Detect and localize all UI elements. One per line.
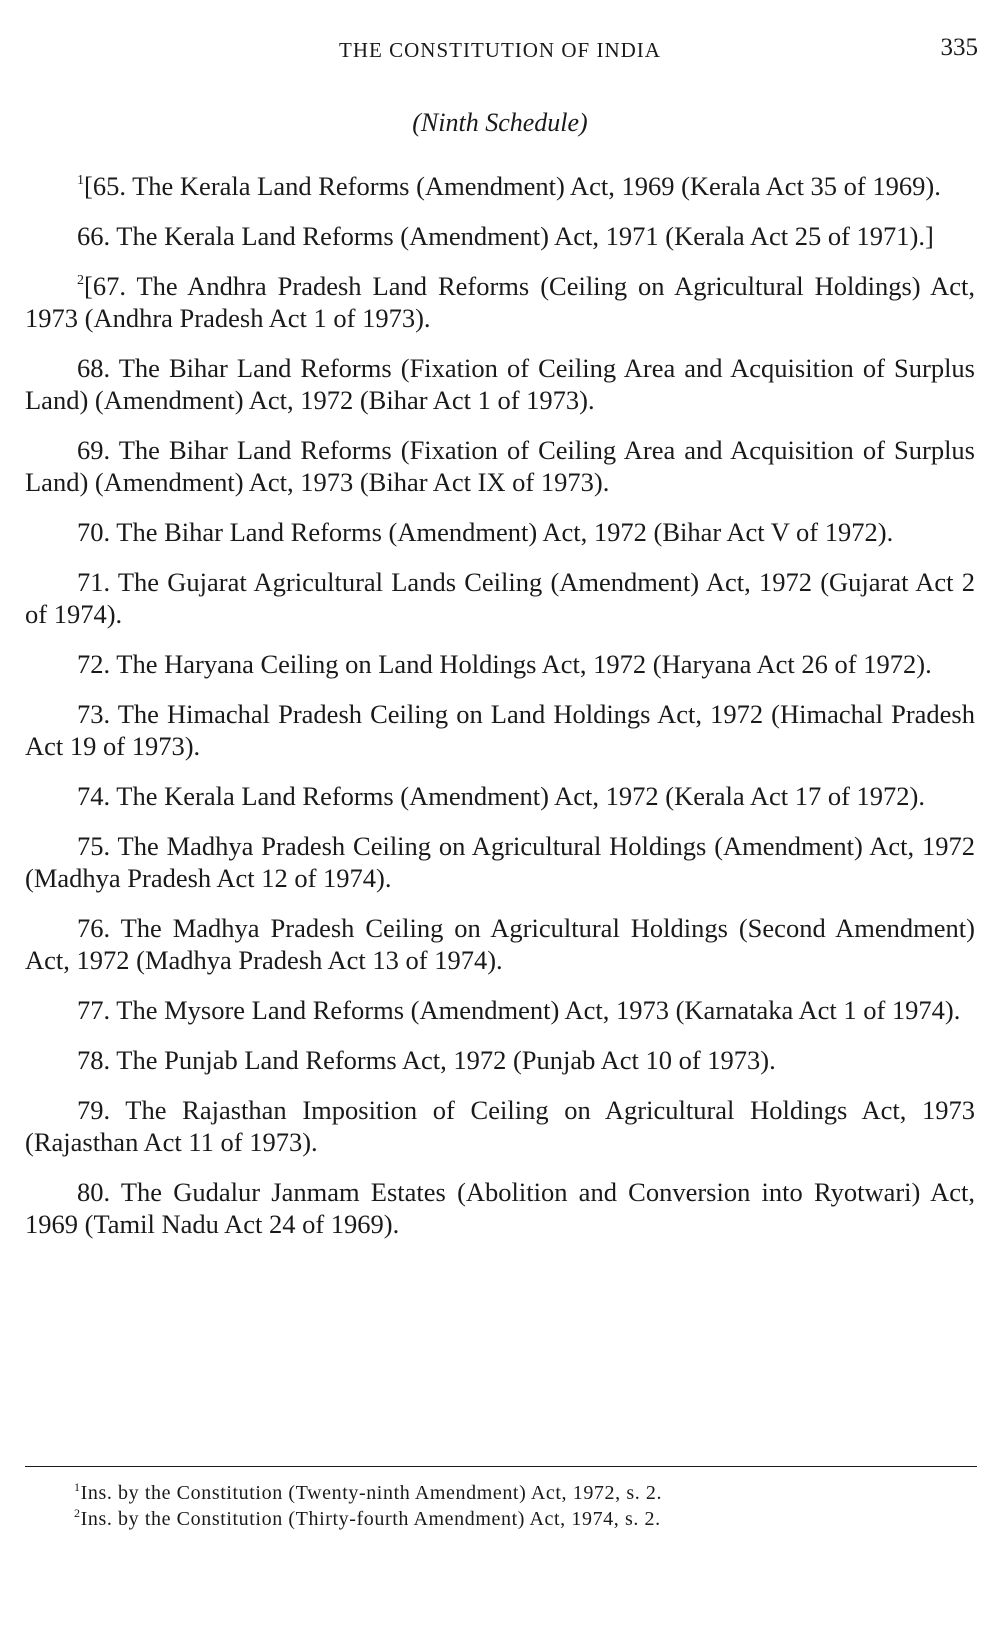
entry-text: 75. The Madhya Pradesh Ceiling on Agricultural Holdings (Amendment) Act, 1972 (Madhya Pradesh Act 12 of 1974). xyxy=(25,831,975,893)
schedule-entry xyxy=(25,352,975,416)
schedule-entry xyxy=(25,912,975,976)
schedule-entries xyxy=(25,170,975,1258)
running-header xyxy=(0,34,1000,68)
footnotes xyxy=(74,1480,954,1532)
entry-text: [65. The Kerala Land Reforms (Amendment) Act, 1969 (Kerala Act 35 of 1969). xyxy=(84,171,941,201)
entry-text: 69. The Bihar Land Reforms (Fixation of Ceiling Area and Acquisition of Surplus Land) (Amendment) Act, 1973 (Bihar Act IX of 1973). xyxy=(25,435,975,497)
footnote-marker: 2 xyxy=(77,273,84,288)
entry-text: 80. The Gudalur Janmam Estates (Abolition and Conversion into Ryotwari) Act, 1969 (Tamil Nadu Act 24 of 1969). xyxy=(25,1177,975,1239)
footnote-text: Ins. by the Constitution (Thirty-fourth Amendment) Act, 1974, s. 2. xyxy=(80,1508,661,1530)
schedule-entry xyxy=(25,698,975,762)
entry-text: 79. The Rajasthan Imposition of Ceiling on Agricultural Holdings Act, 1973 (Rajasthan Act 11 of 1973). xyxy=(25,1095,975,1157)
footnote-divider xyxy=(25,1466,977,1467)
schedule-entry xyxy=(25,516,975,548)
page-number: 335 xyxy=(940,34,978,61)
footnote-number: 1 xyxy=(74,1480,81,1494)
footnote-number: 2 xyxy=(74,1506,81,1520)
footnote xyxy=(74,1480,954,1506)
entry-text: 78. The Punjab Land Reforms Act, 1972 (Punjab Act 10 of 1973). xyxy=(77,1045,776,1075)
footnote-marker: 1 xyxy=(77,173,84,188)
entry-text: 72. The Haryana Ceiling on Land Holdings Act, 1972 (Haryana Act 26 of 1972). xyxy=(77,649,932,679)
schedule-entry xyxy=(25,994,975,1026)
schedule-entry xyxy=(25,1044,975,1076)
schedule-entry xyxy=(25,270,975,334)
entry-text: [67. The Andhra Pradesh Land Reforms (Ceiling on Agricultural Holdings) Act, 1973 (Andhra Pradesh Act 1 of 1973). xyxy=(25,271,975,333)
schedule-entry xyxy=(25,830,975,894)
footnote xyxy=(74,1506,954,1532)
schedule-entry xyxy=(25,220,975,252)
footnote-text: Ins. by the Constitution (Twenty-ninth Amendment) Act, 1972, s. 2. xyxy=(80,1482,663,1504)
entry-text: 73. The Himachal Pradesh Ceiling on Land Holdings Act, 1972 (Himachal Pradesh Act 19 of 1973). xyxy=(25,699,975,761)
entry-text: 76. The Madhya Pradesh Ceiling on Agricultural Holdings (Second Amendment) Act, 1972 (Madhya Pradesh Act 13 of 1974). xyxy=(25,913,975,975)
schedule-entry xyxy=(25,170,975,202)
entry-text: 66. The Kerala Land Reforms (Amendment) Act, 1971 (Kerala Act 25 of 1971).] xyxy=(77,221,934,251)
entry-text: 74. The Kerala Land Reforms (Amendment) Act, 1972 (Kerala Act 17 of 1972). xyxy=(77,781,925,811)
entry-text: 77. The Mysore Land Reforms (Amendment) Act, 1973 (Karnataka Act 1 of 1974). xyxy=(77,995,961,1025)
entry-text: 68. The Bihar Land Reforms (Fixation of Ceiling Area and Acquisition of Surplus Land) (Amendment) Act, 1972 (Bihar Act 1 of 1973). xyxy=(25,353,975,415)
schedule-entry xyxy=(25,1094,975,1158)
entry-text: 70. The Bihar Land Reforms (Amendment) Act, 1972 (Bihar Act V of 1972). xyxy=(77,517,894,547)
entry-text: 71. The Gujarat Agricultural Lands Ceiling (Amendment) Act, 1972 (Gujarat Act 2 of 1974). xyxy=(25,567,975,629)
schedule-entry xyxy=(25,434,975,498)
schedule-entry xyxy=(25,1176,975,1240)
header-title: THE CONSTITUTION OF INDIA xyxy=(339,38,661,62)
schedule-entry xyxy=(25,780,975,812)
schedule-entry xyxy=(25,648,975,680)
schedule-entry xyxy=(25,566,975,630)
section-subtitle: (Ninth Schedule) xyxy=(412,108,588,137)
